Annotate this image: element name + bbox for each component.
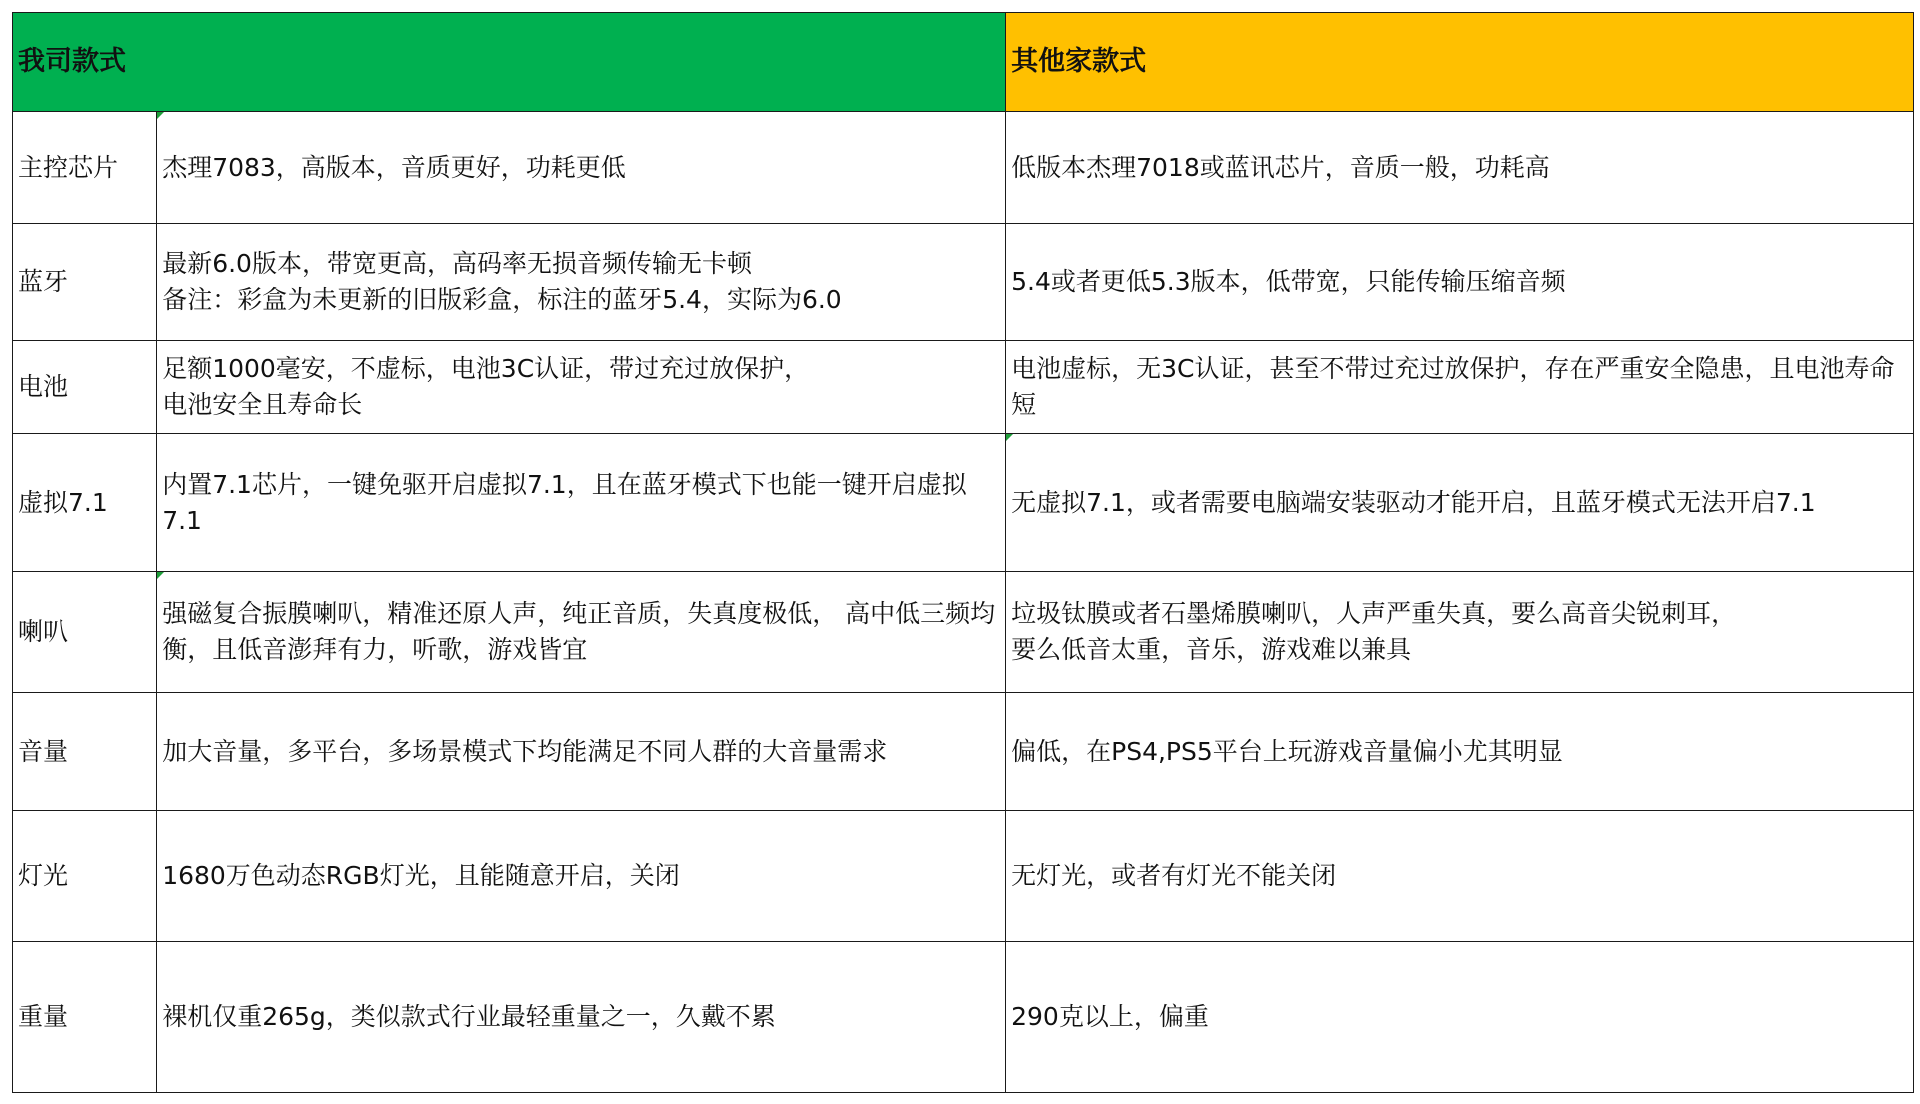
other-cell[interactable]: 290克以上，偏重	[1006, 942, 1914, 1093]
header-other-cell[interactable]: 其他家款式	[1006, 13, 1914, 112]
ours-cell[interactable]: 内置7.1芯片，一键免驱开启虚拟7.1，且在蓝牙模式下也能一键开启虚拟7.1	[157, 434, 1006, 572]
ours-cell[interactable]	[157, 112, 1006, 224]
comment-marker-icon	[157, 572, 164, 579]
ours-cell[interactable]: 加大音量，多平台，多场景模式下均能满足不同人群的大音量需求	[157, 693, 1006, 811]
row-label-cell[interactable]: 重量	[13, 942, 157, 1093]
table-row	[13, 942, 1914, 1093]
ours-cell[interactable]: 最新6.0版本，带宽更高，高码率无损音频传输无卡顿 备注：彩盒为未更新的旧版彩盒，标注的蓝牙5.4，实际为6.0	[157, 224, 1006, 341]
comparison-table	[12, 12, 1914, 1093]
header-row	[13, 13, 1914, 112]
other-cell[interactable]: 偏低，在PS4,PS5平台上玩游戏音量偏小尤其明显	[1006, 693, 1914, 811]
row-label-cell[interactable]: 电池	[13, 341, 157, 434]
other-cell[interactable]: 5.4或者更低5.3版本，低带宽，只能传输压缩音频	[1006, 224, 1914, 341]
row-label-cell[interactable]: 喇叭	[13, 572, 157, 693]
row-label-cell[interactable]: 灯光	[13, 811, 157, 942]
table-row	[13, 693, 1914, 811]
other-cell[interactable]: 低版本杰理7018或蓝讯芯片，音质一般，功耗高	[1006, 112, 1914, 224]
row-label-cell[interactable]: 音量	[13, 693, 157, 811]
row-label-cell[interactable]: 虚拟7.1	[13, 434, 157, 572]
other-cell[interactable]: 无灯光，或者有灯光不能关闭	[1006, 811, 1914, 942]
ours-text: 强磁复合振膜喇叭，精准还原人声，纯正音质，失真度极低， 高中低三频均 衡，且低音澎拜有力，听歌，游戏皆宜	[162, 599, 996, 664]
table-row	[13, 434, 1914, 572]
comment-marker-icon	[1006, 434, 1013, 441]
table-row	[13, 811, 1914, 942]
ours-text: 杰理7083，高版本，音质更好，功耗更低	[162, 152, 626, 182]
table-row	[13, 341, 1914, 434]
ours-cell[interactable]: 1680万色动态RGB灯光，且能随意开启，关闭	[157, 811, 1006, 942]
comment-marker-icon	[157, 112, 164, 119]
ours-cell[interactable]: 足额1000毫安，不虚标，电池3C认证，带过充过放保护， 电池安全且寿命长	[157, 341, 1006, 434]
table-row	[13, 112, 1914, 224]
table-row	[13, 224, 1914, 341]
other-cell[interactable]: 垃圾钛膜或者石墨烯膜喇叭，人声严重失真，要么高音尖锐刺耳， 要么低音太重，音乐，游戏难以兼具	[1006, 572, 1914, 693]
other-cell[interactable]: 电池虚标，无3C认证，甚至不带过充过放保护，存在严重安全隐患，且电池寿命 短	[1006, 341, 1914, 434]
row-label-cell[interactable]: 主控芯片	[13, 112, 157, 224]
row-label-cell[interactable]: 蓝牙	[13, 224, 157, 341]
ours-cell[interactable]: 裸机仅重265g，类似款式行业最轻重量之一，久戴不累	[157, 942, 1006, 1093]
header-ours-cell[interactable]: 我司款式	[13, 13, 1006, 112]
other-text: 无虚拟7.1，或者需要电脑端安装驱动才能开启，且蓝牙模式无法开启7.1	[1011, 487, 1816, 517]
other-cell[interactable]	[1006, 434, 1914, 572]
table-row	[13, 572, 1914, 693]
ours-cell[interactable]	[157, 572, 1006, 693]
